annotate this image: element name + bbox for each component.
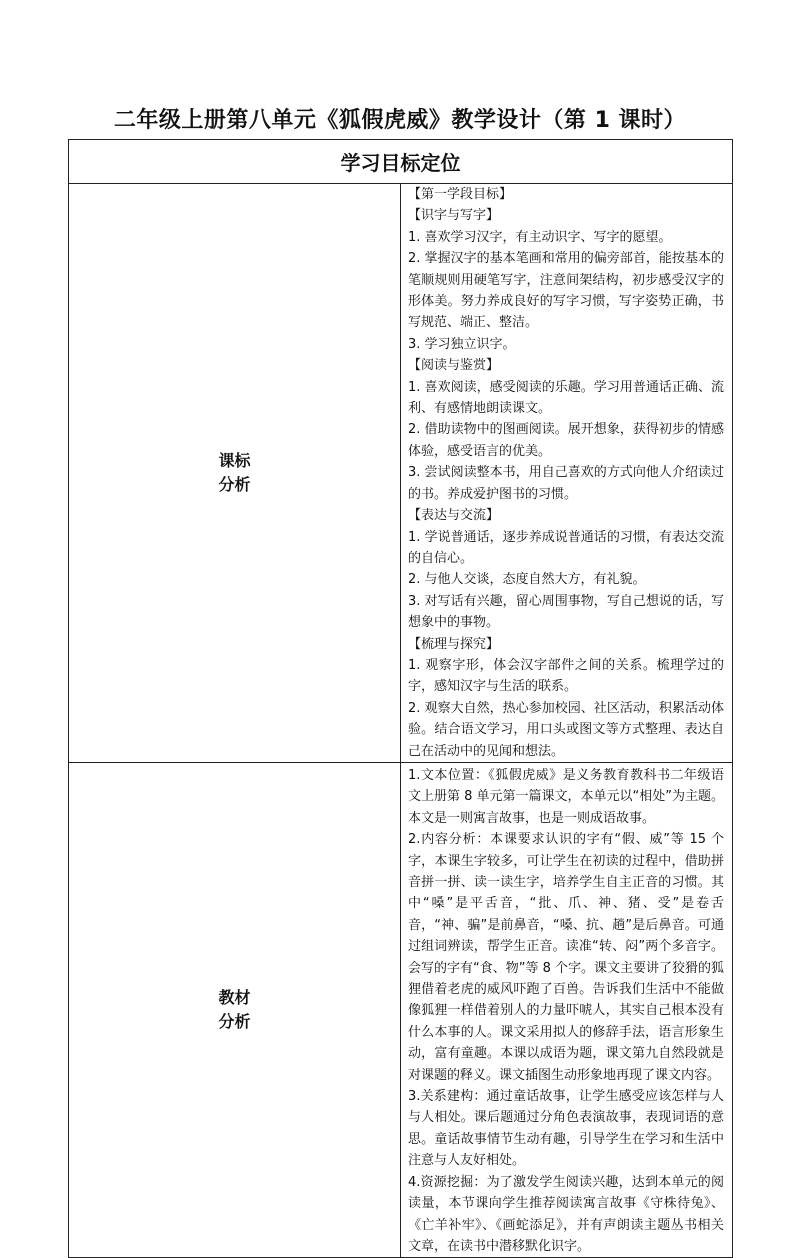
standards-analysis-content: [401, 184, 733, 763]
expression-item-3: 3. 对写话有兴趣，留心周围事物，写自己想说的话，写想象中的事物。: [408, 593, 724, 631]
section-header-row: [69, 140, 733, 184]
textbook-paragraph-relations: 3.关系建构：通过童话故事，让学生感受应该怎样与人与人相处。课后题通过分角色表演故事，表现词语的意思。童话故事情节生动有趣，引导学生在学习和生活中注意与人友好相处。: [408, 1089, 724, 1169]
group-heading-reading: 【阅读与鉴赏】: [408, 358, 500, 374]
literacy-item-3: 3. 学习独立识字。: [408, 336, 516, 352]
textbook-analysis-row: [69, 762, 733, 1257]
section-header: 学习目标定位: [69, 140, 733, 184]
reading-item-3: 3. 尝试阅读整本书，用自己喜欢的方式向他人介绍读过的书。养成爱护图书的习惯。: [408, 465, 724, 502]
textbook-label-line1: 教材: [218, 988, 251, 1008]
standards-label-line1: 课标: [218, 450, 251, 470]
stage-goal-heading: 【第一学段目标】: [408, 187, 513, 202]
expression-item-2: 2. 与他人交谈，态度自然大方，有礼貌。: [408, 572, 646, 588]
group-heading-expression: 【表达与交流】: [408, 508, 500, 524]
group-heading-literacy: 【识字与写字】: [408, 208, 500, 224]
reading-item-1: 1. 喜欢阅读，感受阅读的乐趣。学习用普通话正确、流利、有感情地朗读课文。: [408, 379, 724, 417]
literacy-item-1: 1. 喜欢学习汉字，有主动识字、写字的愿望。: [408, 229, 672, 245]
textbook-paragraph-position: 1.文本位置：《狐假虎威》是义务教育教科书二年级语文上册第 8 单元第一篇课文，本单元以“相处”为主题。本文是一则寓言故事，也是一则成语故事。: [408, 767, 725, 826]
textbook-paragraph-content: 2.内容分析：本课要求认识的字有“假、威”等 15 个字，本课生字较多，可让学生在初读的过程中，借助拼音拼一拼、读一读生字，培养学生自主正音的习惯。其中“嗓”是平舌音，“批、爪、神、猪、受”是卷舌音，“神、骗”是前鼻音，“嗓、抗、趟”是后鼻音。可通过组词辨读，帮学生正音。读准“转、闷”两个多音字。会写的字有“食、物”等 8 个字。课文主要讲了狡猾的狐狸借着老虎的威风吓跑了百兽。告诉我们生活中不能做像狐狸一样借着别人的力量吓唬人，其实自己根本没有什么本事的人。课文采用拟人的修辞手法，语言形象生动，富有童趣。本课以成语为题，课文第九自然段就是对课题的释义。课文插图生动形象地再现了课文内容。: [408, 832, 725, 1083]
expression-item-1: 1. 学说普通话，逐步养成说普通话的习惯，有表达交流的自信心。: [408, 529, 724, 566]
lesson-plan-table: [68, 139, 733, 1258]
standards-analysis-label: [69, 184, 401, 763]
standards-analysis-row: [69, 184, 733, 763]
textbook-analysis-label: [69, 762, 401, 1257]
textbook-label-line2: 分析: [218, 1012, 251, 1032]
inquiry-item-2: 2. 观察大自然，热心参加校园、社区活动，积累活动体验。结合语文学习，用口头或图文等方式整理、表达自己在活动中的见闻和想法。: [408, 700, 724, 759]
reading-item-2: 2. 借助读物中的图画阅读。展开想象，获得初步的情感体验，感受语言的优美。: [408, 422, 724, 459]
document-title: 二年级上册第八单元《狐假虎威》教学设计（第 1 课时）: [113, 108, 687, 133]
literacy-item-2: 2. 掌握汉字的基本笔画和常用的偏旁部首，能按基本的笔顺规则用硬笔写字，注意间架结构，初步感受汉字的形体美。努力养成良好的写字习惯，写字姿势正确，书写规范、端正、整洁。: [408, 251, 724, 331]
textbook-paragraph-resources: 4.资源挖掘：为了激发学生阅读兴趣，达到本单元的阅读量，本节课向学生推荐阅读寓言故事《守株待兔》、《亡羊补牢》、《画蛇添足》，并有声朗读主题丛书相关文章，在读书中潜移默化识字。: [408, 1174, 724, 1254]
group-heading-inquiry: 【梳理与探究】: [408, 636, 500, 652]
standards-label-line2: 分析: [218, 474, 251, 494]
inquiry-item-1: 1. 观察字形，体会汉字部件之间的关系。梳理学过的字，感知汉字与生活的联系。: [408, 657, 724, 695]
textbook-analysis-content: [401, 762, 733, 1257]
